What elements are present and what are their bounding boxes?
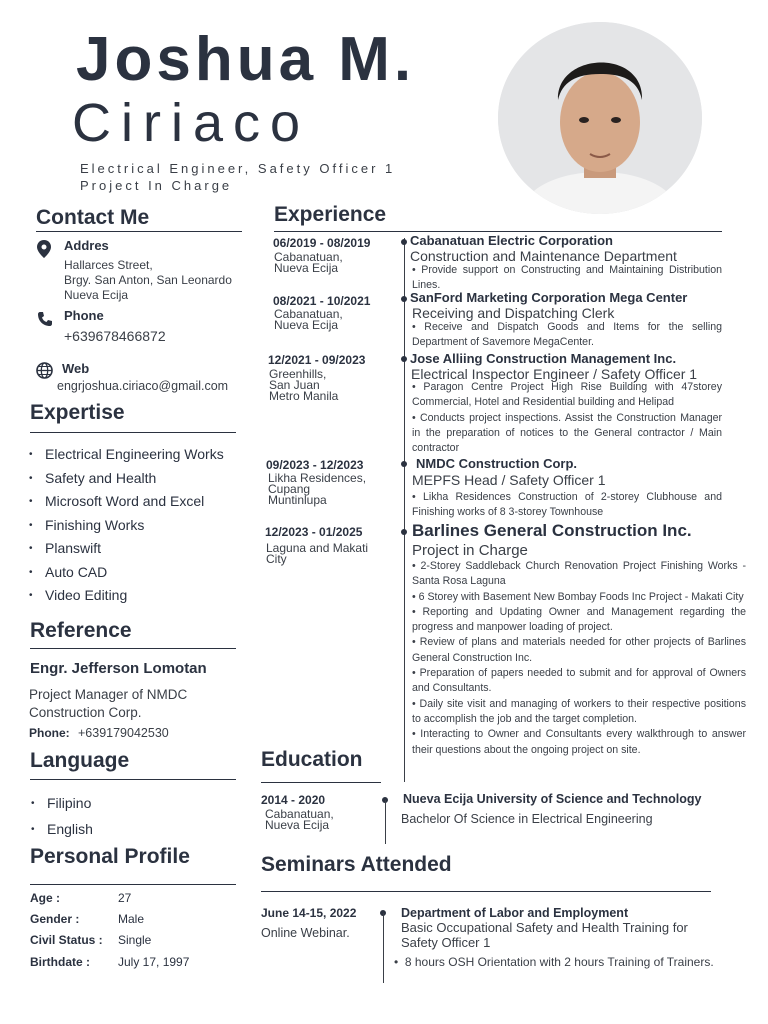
language-item: • English (47, 821, 93, 837)
profile-key: Gender : (30, 912, 80, 926)
reference-position (29, 686, 187, 722)
seminar-title (401, 920, 688, 950)
profile-row (30, 933, 152, 947)
reference-position-line-2: Construction Corp. (29, 705, 142, 720)
phone-number[interactable]: +639678466872 (64, 328, 166, 344)
profile-value: Male (118, 912, 145, 926)
profile-key: Birthdate : (30, 955, 90, 969)
job-role: Receiving and Dispatching Clerk (412, 305, 615, 321)
reference-phone[interactable]: +639179042530 (78, 726, 169, 740)
expertise-item: • Safety and Health (45, 470, 156, 486)
job-bullet: • Conducts project inspections. Assist the Construction Manager in the preparation of notices to the General contractor / Main contractor (412, 411, 722, 455)
timeline-dot (401, 356, 407, 362)
job-bullet: • Receive and Dispatch Goods and Items for the selling Department of Savemore MegaCenter. (412, 321, 722, 349)
job-bullet: • Provide support on Constructing and Maintaining Distribution Lines. (412, 264, 722, 292)
job-company: Barlines General Construction Inc. (412, 521, 692, 540)
address-block (64, 258, 232, 303)
timeline-dot (401, 461, 407, 467)
job-bullet: • Paragon Centre Project High Rise Building with 47storey Commercial, Hotel and Residential building and Helipad (412, 381, 722, 409)
seminar-organization: Department of Labor and Employment (401, 906, 629, 920)
seminar-item-text: 8 hours OSH Orientation with 2 hours Training of Trainers. (404, 955, 714, 969)
first-name: Joshua M. (76, 25, 416, 94)
profile-divider (30, 884, 236, 885)
location-pin-icon (37, 240, 51, 258)
job-role: MEPFS Head / Safety Officer 1 (412, 472, 606, 488)
profile-photo (498, 22, 702, 214)
education-timeline (385, 800, 386, 844)
reference-phone-label: Phone: (29, 726, 70, 740)
job-location-line: San Juan (269, 378, 320, 392)
job-date: 12/2021 - 09/2023 (268, 353, 366, 367)
job-bullet: • 6 Storey with Basement New Bombay Foods Inc Project - Makati City (412, 590, 744, 603)
job-location-line: Likha Residences, (268, 471, 367, 485)
expertise-divider (30, 432, 236, 433)
timeline-dot (401, 529, 407, 535)
job-location-line: Cabanatuan, (274, 250, 343, 264)
education-location-line: Nueva Ecija (265, 818, 330, 832)
education-location (265, 809, 334, 831)
education-heading: Education (261, 748, 363, 771)
job-bullet: • Reporting and Updating Owner and Management regarding the progress and manpower loading of project. (412, 605, 746, 634)
job-company: Cabanatuan Electric Corporation (410, 233, 613, 248)
education-date: 2014 - 2020 (261, 793, 326, 807)
job-description (412, 559, 746, 758)
web-label: Web (62, 361, 90, 376)
job-role: Electrical Inspector Engineer / Safety Officer 1 (411, 366, 698, 382)
profile-row (30, 891, 132, 905)
profile-value: Single (118, 933, 152, 947)
job-date: 09/2023 - 12/2023 (266, 458, 364, 472)
seminar-date: June 14-15, 2022 (261, 906, 357, 920)
job-description (412, 380, 722, 456)
seminar-title-line: Basic Occupational Safety and Health Training for (401, 920, 688, 935)
timeline-dot (401, 239, 407, 245)
education-divider (261, 782, 381, 783)
address-line-3: Nueva Ecija (64, 288, 129, 302)
job-bullet: • Preparation of papers needed to submit and for approval of Owners and Consultants. (412, 667, 746, 695)
experience-divider (274, 231, 722, 232)
job-location-line: Muntinlupa (268, 493, 327, 507)
job-location-line: Nueva Ecija (274, 318, 339, 332)
profile-row (30, 912, 145, 926)
reference-heading: Reference (30, 619, 132, 642)
job-bullet: • Interacting to Owner and Consultants every walkthrough to answer their questions about the ongoing project on site. (412, 728, 746, 756)
job-location-line: Cupang (268, 482, 311, 496)
seminars-divider (261, 891, 711, 892)
seminars-heading: Seminars Attended (261, 853, 452, 876)
job-bullet: • Daily site visit and managing of workers to their respective positions to accomplish the job and the target completion. (412, 697, 746, 725)
language-item: • Filipino (47, 795, 91, 811)
personal-profile-heading: Personal Profile (30, 845, 190, 868)
job-location-line: Metro Manila (269, 389, 339, 403)
last-name: Ciriaco (72, 93, 311, 153)
expertise-item: • Electrical Engineering Works (45, 446, 224, 462)
email-link[interactable]: engrjoshua.ciriaco@gmail.com (57, 379, 229, 393)
seminar-item: • 8 hours OSH Orientation with 2 hours Training of Trainers. (394, 955, 714, 969)
job-role: Construction and Maintenance Department (410, 248, 677, 264)
job-bullet: • Review of plans and materials needed for other projects of Barlines General Construction Inc. (412, 636, 746, 664)
job-location (274, 309, 343, 331)
seminar-timeline (383, 913, 384, 983)
education-school: Nueva Ecija University of Science and Technology (403, 792, 702, 806)
job-date: 12/2023 - 01/2025 (265, 525, 363, 539)
expertise-heading: Expertise (30, 401, 125, 424)
title-line-2: Project In Charge (80, 178, 233, 193)
job-location (266, 543, 368, 565)
expertise-item: • Microsoft Word and Excel (45, 493, 204, 509)
portrait-illustration (498, 22, 702, 214)
job-location-line: Cabanatuan, (274, 307, 343, 321)
profile-value: July 17, 1997 (118, 955, 190, 969)
job-company: SanFord Marketing Corporation Mega Center (410, 290, 688, 305)
timeline-dot (401, 296, 407, 302)
expertise-item: • Auto CAD (45, 564, 107, 580)
profile-row (30, 955, 190, 969)
reference-name: Engr. Jefferson Lomotan (30, 660, 207, 677)
job-location-line: City (266, 552, 287, 566)
job-description (412, 320, 722, 351)
experience-timeline (404, 238, 405, 782)
job-date: 08/2021 - 10/2021 (273, 294, 371, 308)
job-description (412, 490, 722, 521)
globe-icon (36, 362, 53, 379)
job-location-line: Laguna and Makati (266, 541, 369, 555)
job-location (269, 369, 338, 402)
education-location-line: Cabanatuan, (265, 807, 334, 821)
job-location-line: Greenhills, (269, 367, 327, 381)
expertise-item: • Video Editing (45, 587, 127, 603)
title-line-1: Electrical Engineer, Safety Officer 1 (80, 161, 396, 176)
expertise-item: • Planswift (45, 540, 101, 556)
language-heading: Language (30, 749, 130, 772)
address-line-2: Brgy. San Anton, San Leonardo (64, 273, 232, 287)
job-date: 06/2019 - 08/2019 (273, 236, 371, 250)
phone-label: Phone (64, 308, 104, 323)
address-label: Addres (64, 238, 109, 253)
job-role: Project in Charge (412, 542, 528, 559)
job-company: NMDC Construction Corp. (416, 456, 578, 471)
profile-key: Civil Status : (30, 933, 103, 947)
job-company: Jose Alliing Construction Management Inc. (410, 351, 677, 366)
job-description (412, 263, 722, 294)
expertise-item: • Finishing Works (45, 517, 144, 533)
profile-value: 27 (118, 891, 132, 905)
job-location-line: Nueva Ecija (274, 261, 339, 275)
job-location (274, 252, 343, 274)
job-location (268, 473, 366, 506)
job-bullet: • 2-Storey Saddleback Church Renovation Project Finishing Works - Santa Rosa Laguna (412, 560, 746, 588)
job-bullet: • Likha Residences Construction of 2-storey Clubhouse and Finishing works of 8 3-storey Townhouse (412, 491, 722, 519)
contact-heading: Contact Me (36, 206, 150, 229)
seminar-title-line: Safety Officer 1 (401, 935, 491, 950)
seminar-type: Online Webinar. (261, 926, 350, 940)
education-degree: Bachelor Of Science in Electrical Engineering (401, 812, 653, 826)
language-divider (30, 779, 236, 780)
contact-divider (36, 231, 242, 232)
job-titles (80, 160, 395, 194)
reference-position-line-1: Project Manager of NMDC (29, 687, 188, 702)
address-line-1: Hallarces Street, (64, 258, 153, 272)
phone-icon (37, 311, 53, 327)
profile-key: Age : (30, 891, 60, 905)
experience-heading: Experience (274, 203, 387, 226)
reference-divider (30, 648, 236, 649)
